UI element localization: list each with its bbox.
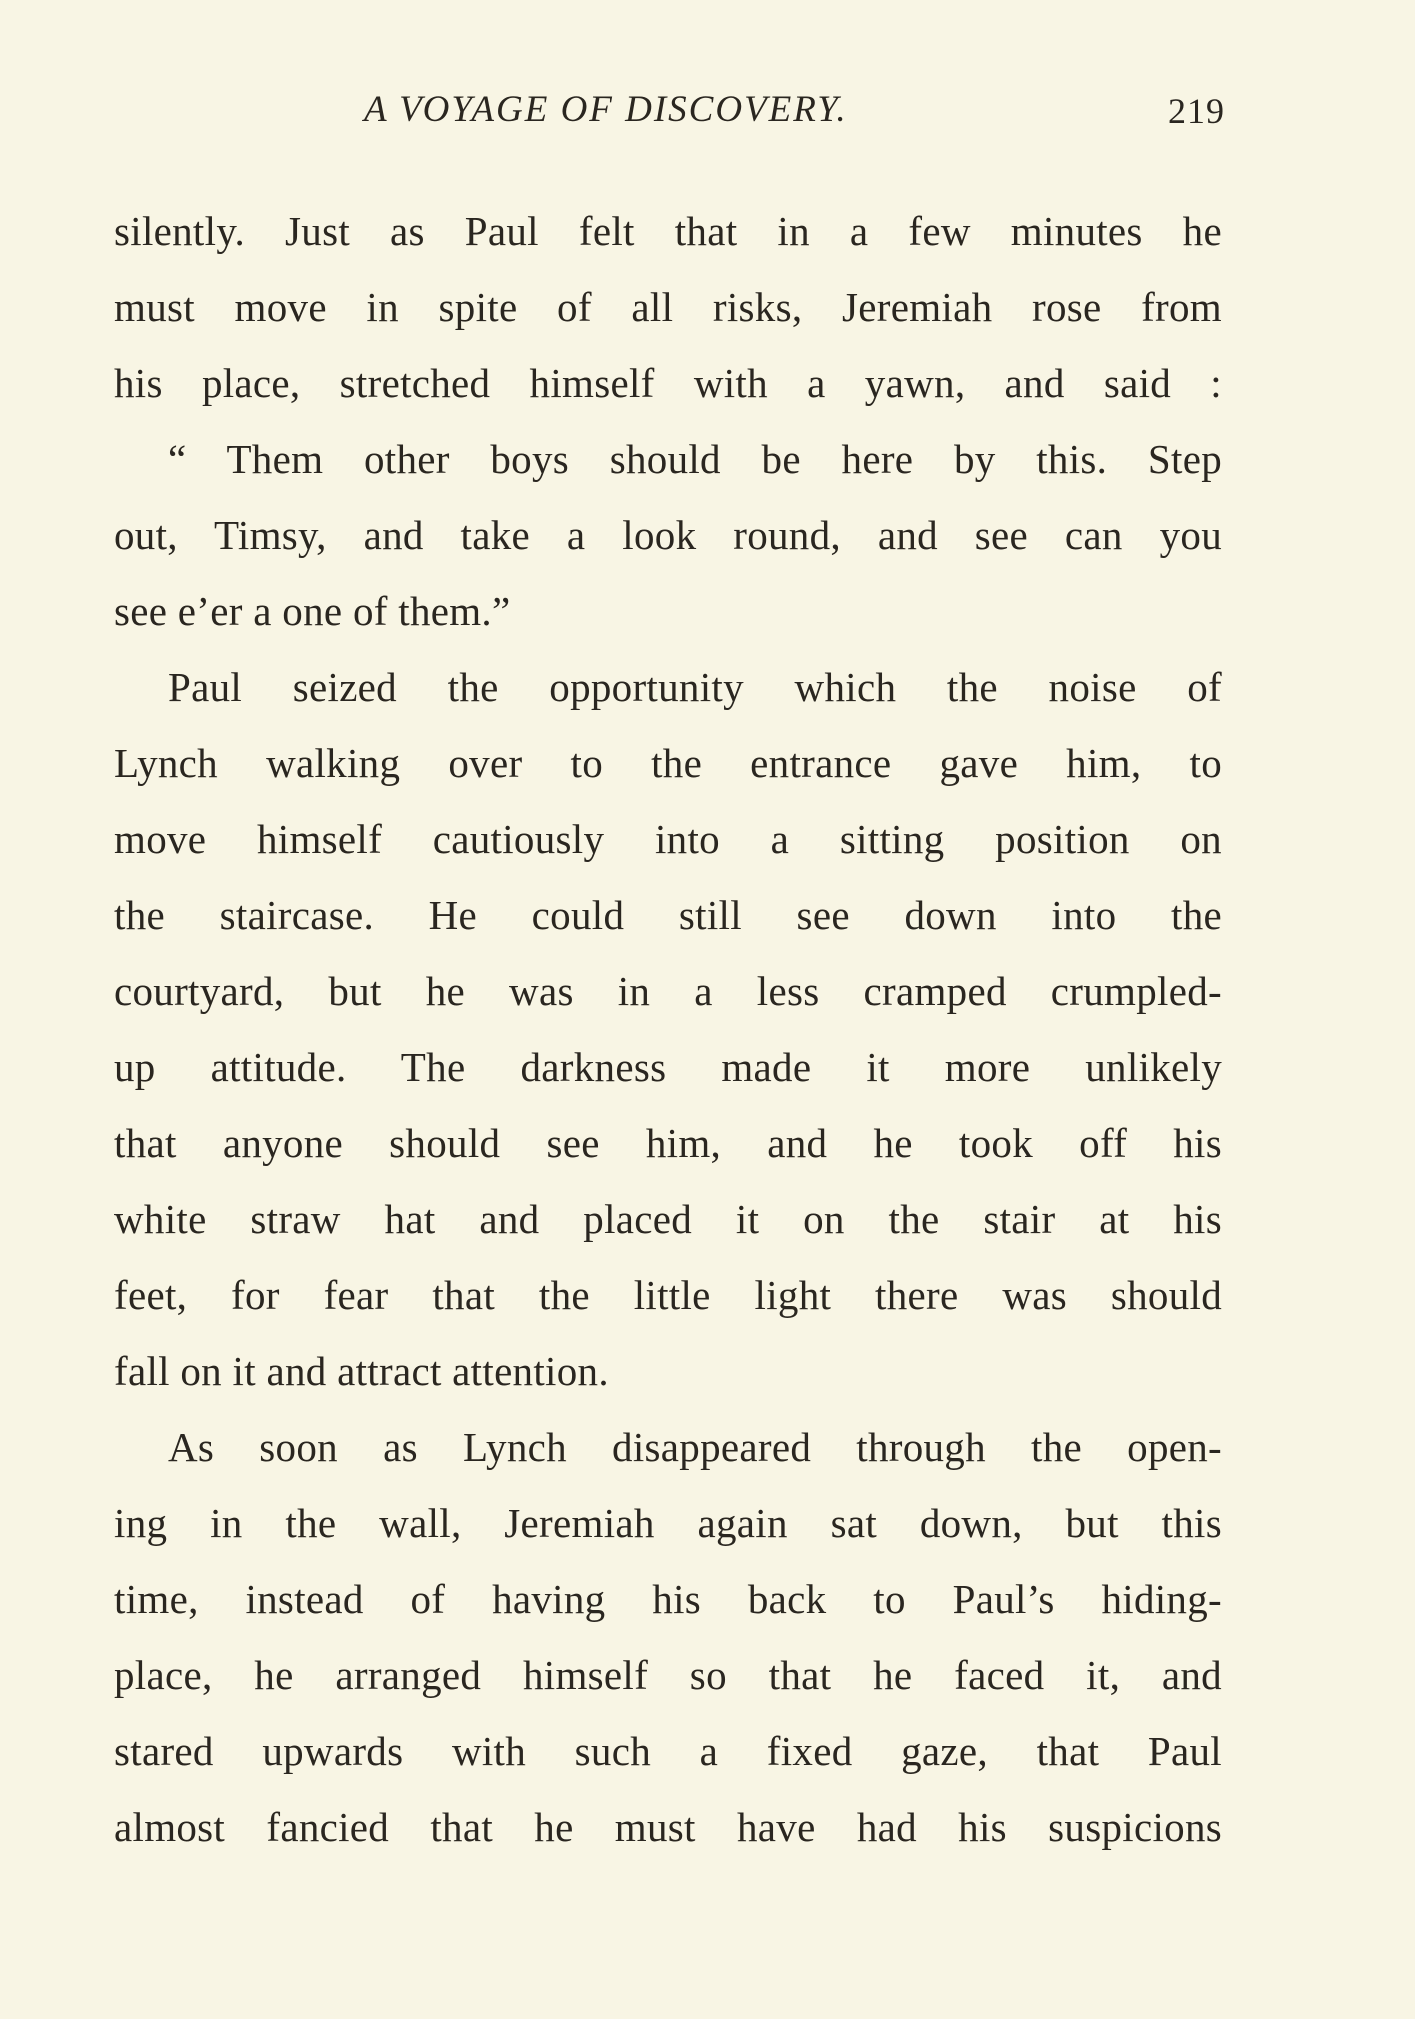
text-line: move himself cautiously into a sitting position on [114, 816, 1222, 862]
text-line: see e’er a one of them.” [114, 588, 511, 634]
text-line: stared upwards with such a fixed gaze, that Paul [114, 1728, 1222, 1774]
text-line: As soon as Lynch disappeared through the open- [168, 1424, 1222, 1470]
text-line: courtyard, but he was in a less cramped crumpled- [114, 968, 1222, 1014]
text-line: almost fancied that he must have had his suspicions [114, 1804, 1222, 1850]
text-line: out, Timsy, and take a look round, and see can you [114, 512, 1222, 558]
text-line: silently. Just as Paul felt that in a few minutes he [114, 208, 1222, 254]
page-number: 219 [1168, 91, 1225, 131]
text-line: the staircase. He could still see down into the [114, 892, 1222, 938]
text-line: that anyone should see him, and he took off his [114, 1120, 1222, 1166]
text-line: ing in the wall, Jeremiah again sat down, but this [114, 1500, 1222, 1546]
text-line: up attitude. The darkness made it more unlikely [114, 1044, 1222, 1090]
text-line: “ Them other boys should be here by this. Step [168, 436, 1222, 482]
text-line: fall on it and attract attention. [114, 1348, 609, 1394]
text-line: feet, for fear that the little light there was should [114, 1272, 1222, 1318]
text-line: his place, stretched himself with a yawn, and said : [114, 360, 1222, 406]
text-line: Paul seized the opportunity which the noise of [168, 664, 1222, 710]
text-line: must move in spite of all risks, Jeremiah rose from [114, 284, 1222, 330]
page-header [114, 88, 1225, 138]
text-line: white straw hat and placed it on the stair at his [114, 1196, 1222, 1242]
text-line: time, instead of having his back to Paul’s hiding- [114, 1576, 1222, 1622]
text-line: Lynch walking over to the entrance gave him, to [114, 740, 1222, 786]
running-title: A VOYAGE OF DISCOVERY. [364, 89, 848, 130]
body-text [114, 193, 1222, 1865]
text-line: place, he arranged himself so that he faced it, and [114, 1652, 1222, 1698]
